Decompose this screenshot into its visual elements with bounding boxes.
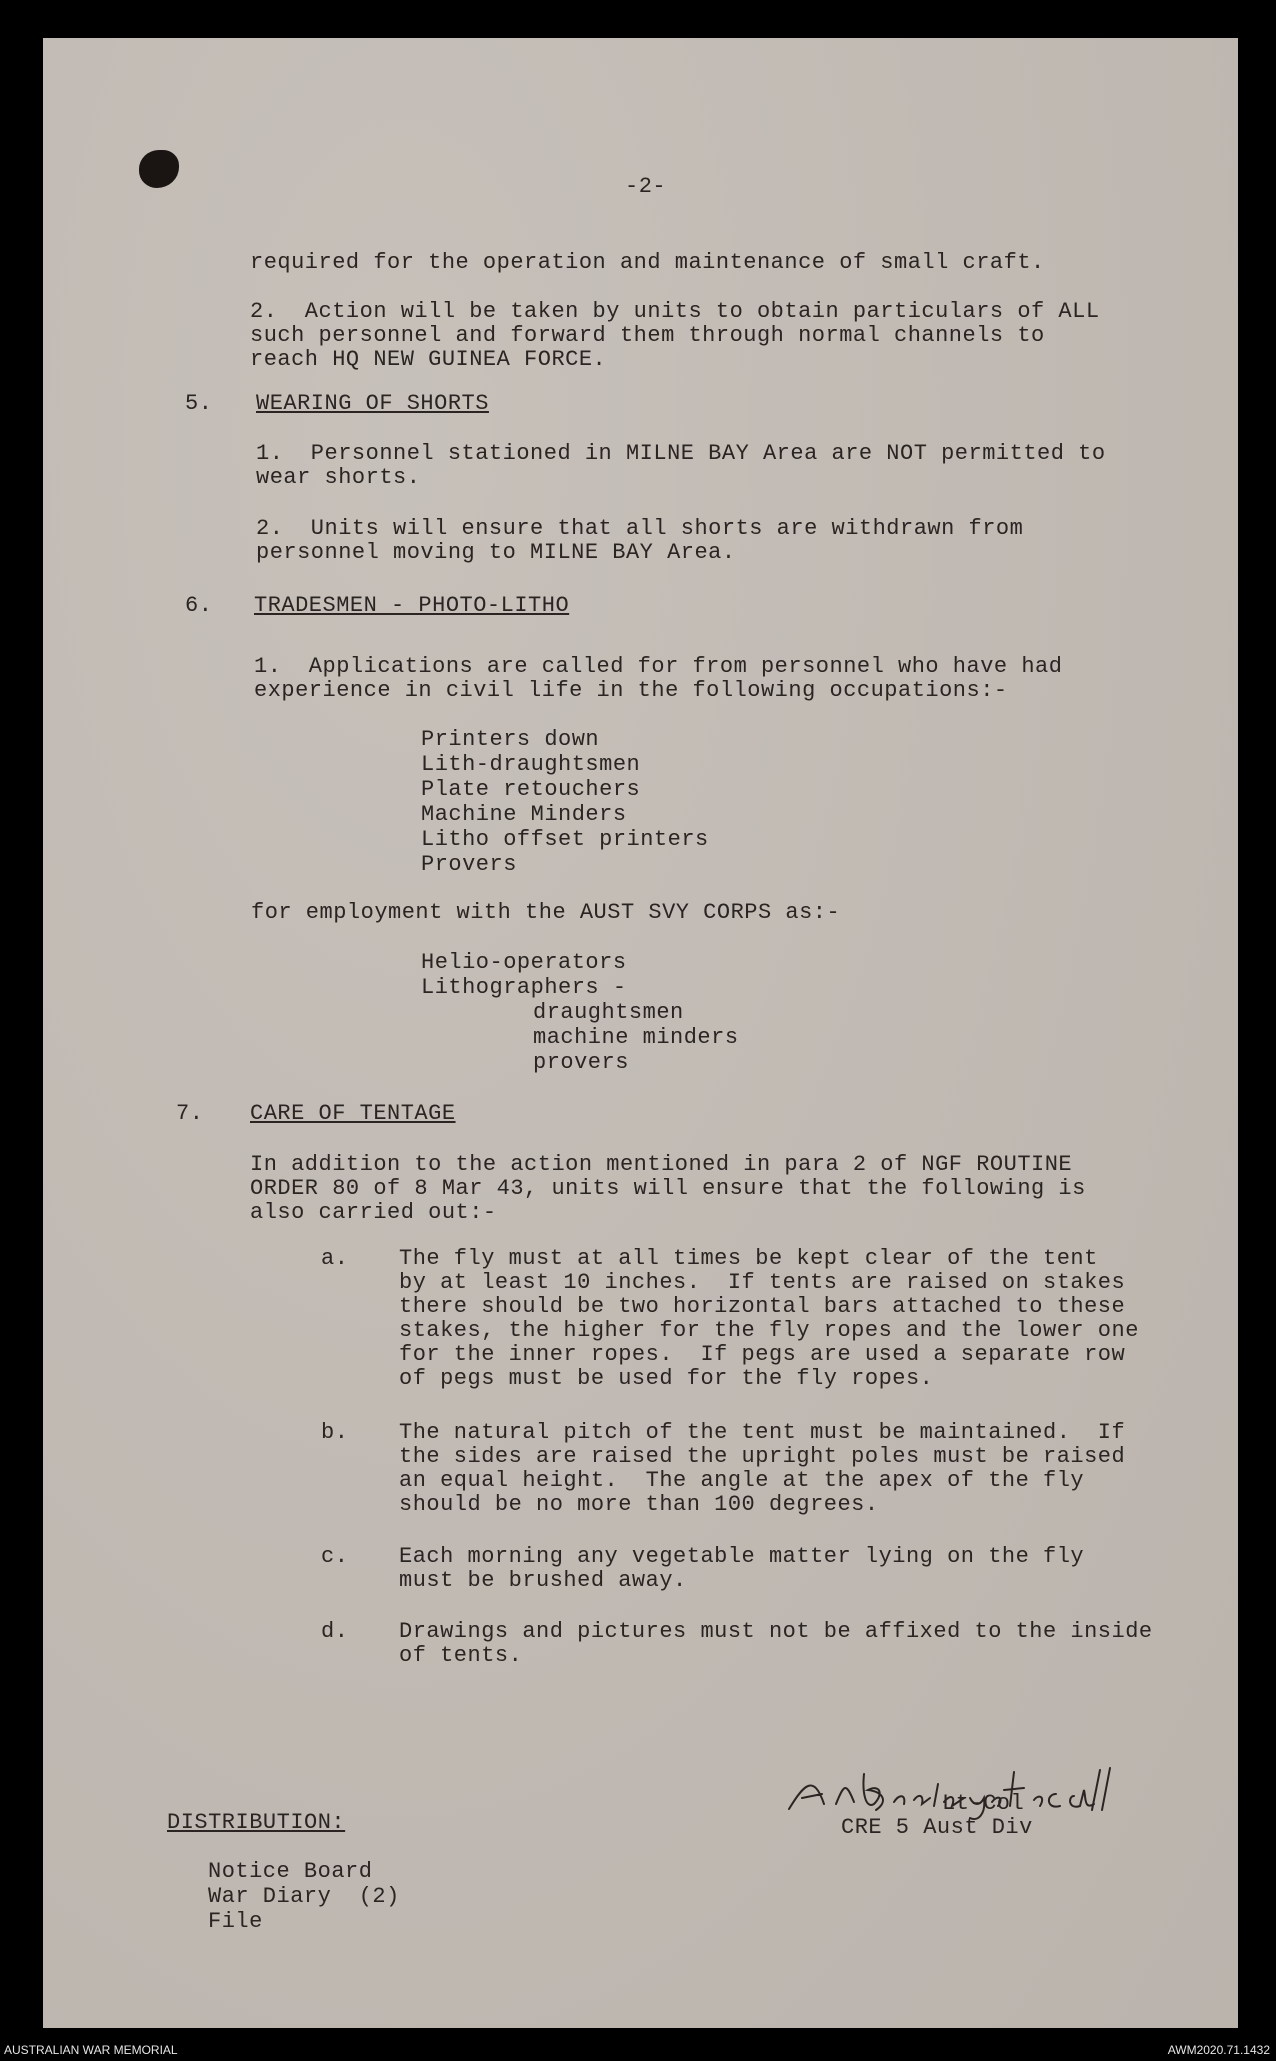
tentage-item-label: c.: [321, 1544, 349, 1569]
section7-intro-line: also carried out:-: [250, 1200, 497, 1225]
tentage-item-line: must be brushed away.: [399, 1568, 687, 1593]
section7-intro-line: ORDER 80 of 8 Mar 43, units will ensure that the following is: [250, 1176, 1086, 1201]
occupation-item: Provers: [421, 852, 517, 877]
distribution-heading: DISTRIBUTION:: [167, 1810, 346, 1835]
section5-para1-line: wear shorts.: [256, 465, 421, 490]
subrole-item: machine minders: [533, 1025, 739, 1050]
signature-title: CRE 5 Aust Div: [841, 1815, 1033, 1840]
tentage-item-line: the sides are raised the upright poles must be raised: [399, 1444, 1126, 1469]
occupation-item: Machine Minders: [421, 802, 627, 827]
section6-para1-line: 1. Applications are called for from personnel who have had: [254, 654, 1063, 679]
tentage-item-line: for the inner ropes. If pegs are used a separate row: [399, 1342, 1126, 1367]
section6-number: 6.: [185, 593, 213, 618]
page-number: -2-: [625, 174, 667, 199]
intro-para2-line: reach HQ NEW GUINEA FORCE.: [250, 347, 607, 372]
occupation-item: Litho offset printers: [421, 827, 709, 852]
document-page: [43, 38, 1238, 2028]
distribution-item: War Diary (2): [208, 1884, 400, 1909]
tentage-item-line: by at least 10 inches. If tents are raised on stakes: [399, 1270, 1126, 1295]
section7-number: 7.: [176, 1101, 204, 1126]
distribution-item: File: [208, 1909, 263, 1934]
section5-para1-line: 1. Personnel stationed in MILNE BAY Area are NOT permitted to: [256, 441, 1106, 466]
tentage-item-line: Drawings and pictures must not be affixed to the inside: [399, 1619, 1153, 1644]
section6-title: TRADESMEN - PHOTO-LITHO: [254, 593, 570, 618]
tentage-item-label: b.: [321, 1420, 349, 1445]
tentage-item-line: an equal height. The angle at the apex of the fly: [399, 1468, 1085, 1493]
subrole-item: provers: [533, 1050, 629, 1075]
section5-title: WEARING OF SHORTS: [256, 391, 489, 416]
tentage-item-line: The natural pitch of the tent must be maintained. If: [399, 1420, 1126, 1445]
intro-para2-line: such personnel and forward them through normal channels to: [250, 323, 1045, 348]
occupation-item: Printers down: [421, 727, 600, 752]
tentage-item-line: should be no more than 100 degrees.: [399, 1492, 879, 1517]
tentage-item-line: there should be two horizontal bars attached to these: [399, 1294, 1126, 1319]
occupation-item: Lith-draughtsmen: [421, 752, 641, 777]
footer-item-id: AWM2020.71.1432: [1167, 2043, 1270, 2057]
footer-archive-label: AUSTRALIAN WAR MEMORIAL: [4, 2043, 178, 2057]
tentage-item-line: Each morning any vegetable matter lying on the fly: [399, 1544, 1085, 1569]
ink-blot: [139, 150, 179, 188]
occupation-item: Plate retouchers: [421, 777, 641, 802]
tentage-item-line: of tents.: [399, 1643, 523, 1668]
tentage-item-label: d.: [321, 1619, 349, 1644]
section7-title: CARE OF TENTAGE: [250, 1101, 456, 1126]
role-item: Helio-operators: [421, 950, 627, 975]
tentage-item-line: stakes, the higher for the fly ropes and the lower one: [399, 1318, 1139, 1343]
section5-para2-line: personnel moving to MILNE BAY Area.: [256, 540, 736, 565]
intro-para2-line: 2. Action will be taken by units to obtain particulars of ALL: [250, 299, 1100, 324]
section5-number: 5.: [185, 391, 213, 416]
section5-para2-line: 2. Units will ensure that all shorts are withdrawn from: [256, 516, 1024, 541]
distribution-item: Notice Board: [208, 1859, 373, 1884]
signature-rank: Lt-Col: [942, 1791, 1025, 1816]
tentage-item-line: The fly must at all times be kept clear of the tent: [399, 1246, 1098, 1271]
tentage-item-line: of pegs must be used for the fly ropes.: [399, 1366, 934, 1391]
employment-line: for employment with the AUST SVY CORPS as:-: [251, 900, 841, 925]
subrole-item: draughtsmen: [533, 1000, 684, 1025]
intro-line: required for the operation and maintenance of small craft.: [250, 250, 1045, 275]
section7-intro-line: In addition to the action mentioned in para 2 of NGF ROUTINE: [250, 1152, 1073, 1177]
role-item: Lithographers -: [421, 975, 627, 1000]
section6-para1-line: experience in civil life in the following occupations:-: [254, 678, 1008, 703]
tentage-item-label: a.: [321, 1246, 349, 1271]
